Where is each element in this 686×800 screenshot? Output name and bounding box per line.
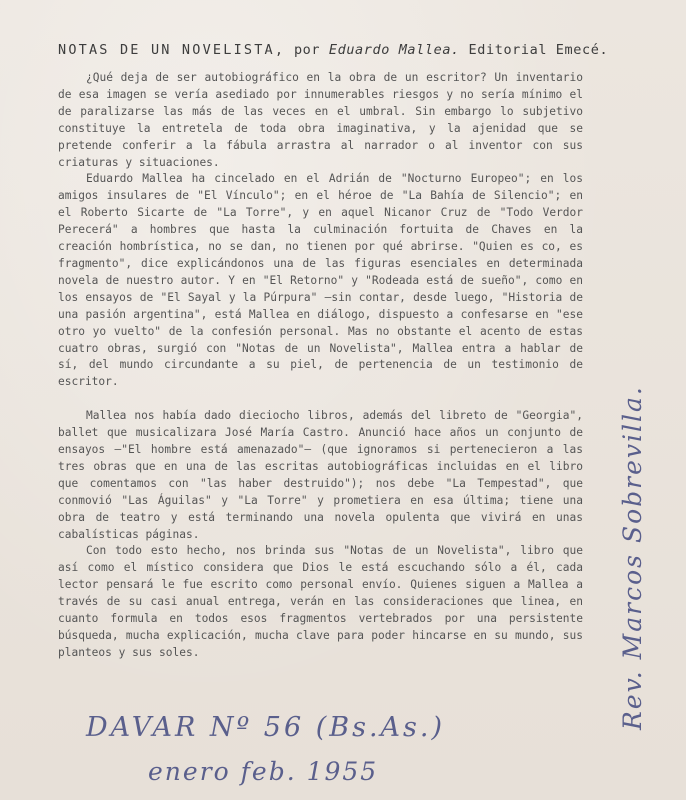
paragraph: Eduardo Mallea ha cincelado en el Adrián de "Nocturno Europeo"; en los amigos insulares de "El Vínculo"; en el héroe de "La Bahía de Silencio"; en el Roberto Sicarte de "La Torre", y en aquel Nicanor Cruz de "Todo Verdor Perecerá" a hombres que hasta la culminación fortuita de Chaves en la creación hombrística, no se dan, no tienen por qué abrirse. "Quien es co, es fragmento", dice explicándonos una de las figuras esenciales en determinada novela de nuestro autor. Y en "El Retorno" y "Rodeada está de sueño", como en los ensayos de "El Sayal y la Púrpura" —sin contar, desde luego, "Historia de una pasión argentina", está Mallea en diálogo, dispuesto a confesarse en "ese otro yo vuelto" de la confesión personal. Mas no obstante el acento de estas cuatro obras, surgió con "Notas de un Novelista", Mallea entra a hablar de sí, del mundo circundante a su piel, de pertenencia de un testimonio de escritor. xyxy=(58,172,583,389)
handwritten-margin-note: Rev. Marcos Sobrevilla. xyxy=(618,385,647,730)
byline-by: por xyxy=(293,42,321,58)
handwritten-date-note: enero feb. 1955 xyxy=(148,757,379,786)
paragraph: Con todo esto hecho, nos brinda sus "Notas de un Novelista", libro que así como el místico considera que Dios le está escuchando sólo a él, cada lector pensará le fue escrito como personal envío. Quienes siguen a Mallea a través de su casi anual entrega, verán en las consideraciones que linea, en cuanto formula en todos esos fragmentos vertebrados por una persistente búsqueda, mucha explicación, mucha clave para poder hincarse en su mundo, sus planteos y sus soles. xyxy=(58,544,583,659)
handwritten-source-note: DAVAR Nº 56 (Bs.As.) xyxy=(86,712,446,743)
article-heading xyxy=(58,42,638,58)
article-author: Eduardo Mallea. xyxy=(328,42,460,58)
paragraph: ¿Qué deja de ser autobiográfico en la obra de un escritor? Un inventario de esa imagen se vería asediado por innumerables riesgos y no sería mínimo el de paralizarse las más de las veces en el umbral. Sin embargo lo subjetivo constituye la entretela de toda obra imaginativa, y la ajenidad que se pretende conferir a la fábula arrastra al narrador o al inventor con sus criaturas y situaciones. xyxy=(58,71,583,169)
article-title: NOTAS DE UN NOVELISTA, xyxy=(58,42,286,58)
article-body xyxy=(58,70,583,662)
article-publisher: Editorial Emecé. xyxy=(468,42,609,58)
paragraph: Mallea nos había dado dieciocho libros, además del libreto de "Georgia", ballet que musicalizara José María Castro. Anunció hace años un conjunto de ensayos —"El hombre está amenazado"— (que ignoramos si pertenecieron a las tres obras que en una de las escritas autobiográficas incluidas en el libro que comentamos con "las haber destruido"); nos debe "La Tempestad", que conmovió "Las Águilas" y "La Torre" y prometiera en esa última; tiene una obra de teatro y está terminando una novela opulenta que vivirá en unas cabalísticas páginas. xyxy=(58,409,583,541)
